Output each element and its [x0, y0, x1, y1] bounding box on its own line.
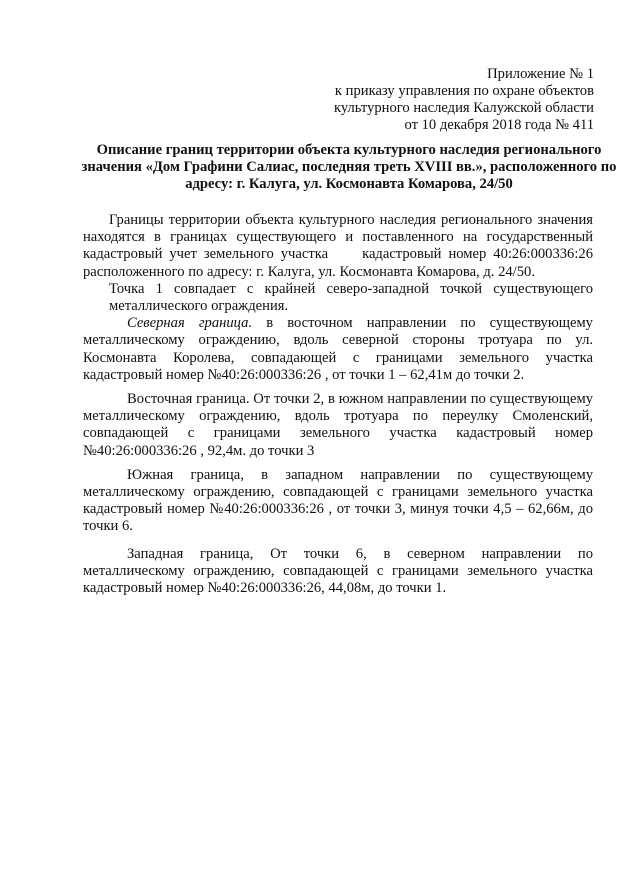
west-boundary-paragraph: Западная граница, От точки 6, в северном направлении по металлическому ограждению, совпадающей с границами земельного участка кадастровый номер №40:26:000336:26, 44,08м, до точки 1. — [83, 545, 593, 597]
intro-text-a: Границы территории объекта культурного наследия регионального значения находятся в границах существующего и поставленного на государственный кадастровый учет земельного участка — [83, 212, 593, 263]
annex-header — [334, 66, 594, 134]
annex-date: от 10 декабря 2018 года № 411 — [404, 117, 594, 133]
title-line-1: Описание границ территории объекта культурного наследия регионального — [96, 142, 602, 158]
north-boundary-text: в восточном направлении по существующему металлическому ограждению, вдоль северной стороны тротуара по ул. Космонавта Королева, совпадающей с границами земельного участка кадастровый номер №40:26:000336:26 , от точки 1 – 62,41м до точки 2. — [83, 315, 593, 383]
document-title — [80, 142, 618, 193]
point-1-paragraph: Точка 1 совпадает с крайней северо-западной точкой существующего металлического ограждения. — [109, 280, 593, 315]
title-line-3: адресу: г. Калуга, ул. Космонавта Комарова, 24/50 — [185, 176, 513, 192]
east-boundary-paragraph: Восточная граница. От точки 2, в южном направлении по существующему металлическому ограждению, вдоль тротуара по переулку Смоленский, совпадающей с границами земельного участка кадастровый номер №40:26:000336:26 , 92,4м. до точки 3 — [83, 391, 593, 459]
north-boundary-paragraph — [83, 315, 593, 384]
north-boundary-label: Северная граница. — [127, 315, 253, 332]
annex-number: Приложение № 1 — [487, 66, 594, 82]
south-boundary-paragraph: Южная граница, в западном направлении по существующему металлическому ограждению, совпадающей с границами земельного участка кадастровый номер №40:26:000336:26 , от точки 3, минуя точки 4,5 – 62,66м, до точки 6. — [83, 466, 593, 535]
document-body — [83, 212, 593, 597]
annex-order-ref: к приказу управления по охране объектов — [334, 83, 594, 99]
intro-paragraph — [83, 212, 593, 281]
intro-text-b: кадастровый номер 40:26:000336:26 расположенного по адресу: г. Калуга, ул. Космонавта Комарова, д. 24/50. — [83, 246, 593, 280]
annex-authority: культурного наследия Калужской области — [333, 100, 594, 116]
title-line-2: значения «Дом Графини Салиас, последняя треть XVIII вв.», расположенного по — [81, 159, 617, 175]
